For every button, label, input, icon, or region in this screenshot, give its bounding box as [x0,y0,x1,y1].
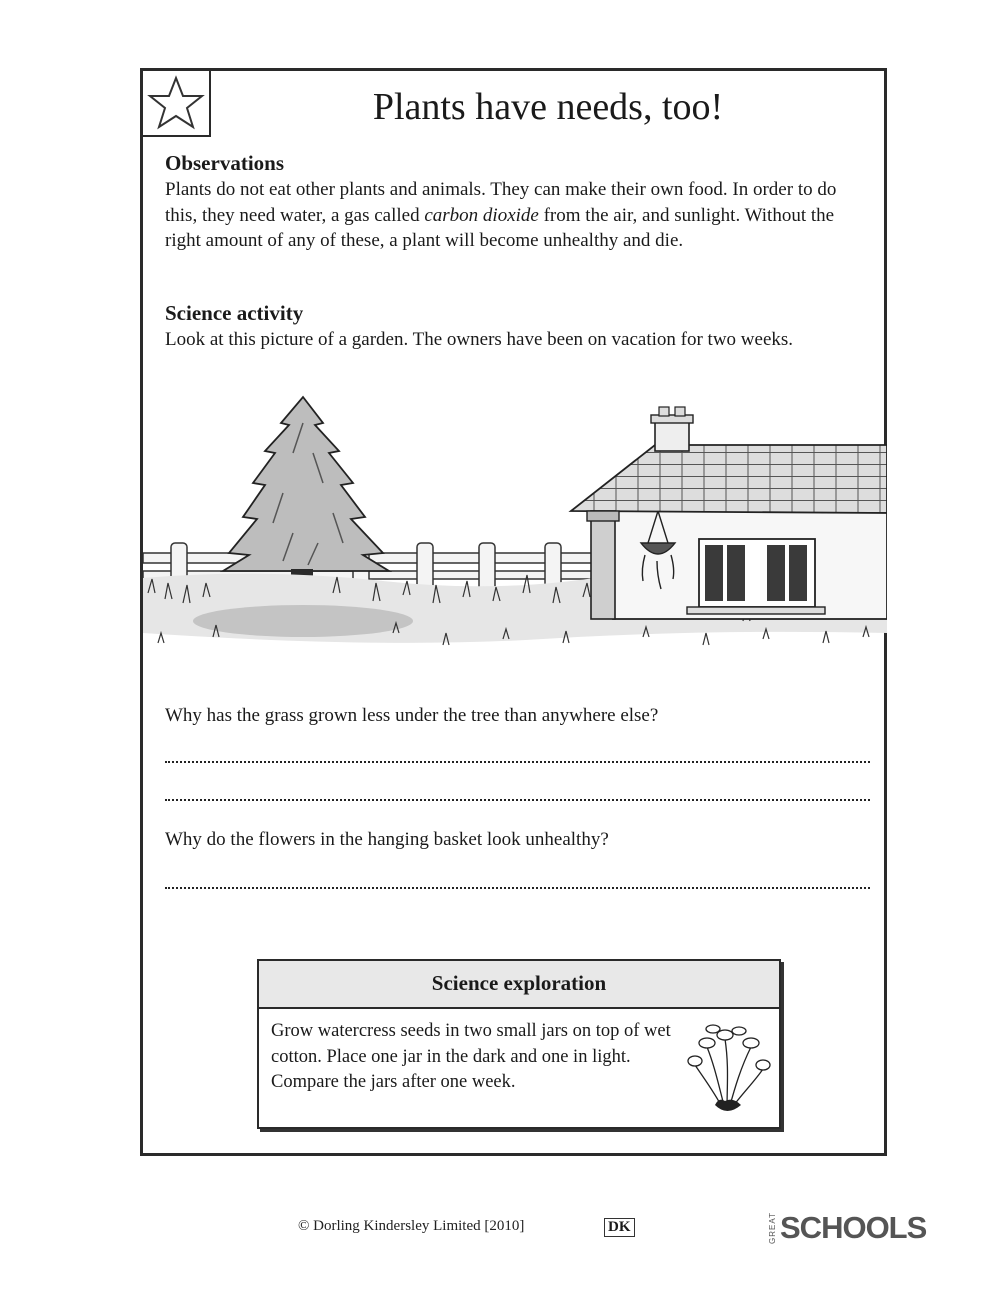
worksheet-frame [140,68,887,1156]
observations-heading: Observations [165,151,285,175]
page-title: Plants have needs, too! [372,86,724,128]
exploration-heading: Science exploration [259,961,779,1009]
greatschools-schools-text: SCHOOLS [780,1210,927,1245]
copyright-text: © Dorling Kindersley Limited [2010] [298,1218,525,1234]
exploration-text: Grow watercress seeds in two small jars on top of wet cotton. Place one jar in the dark and one in light. Compare the jars after one week. [271,1021,671,1092]
dk-logo: DK [604,1218,635,1237]
greatschools-great-text: GREAT [768,1212,777,1244]
answer-line-1a[interactable] [165,761,870,763]
observations-text: Plants do not eat other plants and animals. They can make their own food. In order to do this, they need water, a gas called carbon dioxide from the air, and sunlight. Without the right amount of any of these, a plant will become unhealthy and die. [165,179,837,251]
question-1: Why has the grass grown less under the tree than anywhere else? [165,705,659,726]
star-box [143,71,211,137]
answer-line-2[interactable] [165,887,870,889]
watercress-icon [685,1017,771,1117]
science-exploration-box [257,959,781,1129]
answer-line-1b[interactable] [165,799,870,801]
star-icon [147,75,205,131]
activity-heading: Science activity [165,301,304,325]
question-2: Why do the flowers in the hanging basket look unhealthy? [165,829,609,850]
garden-illustration [143,393,887,661]
activity-text: Look at this picture of a garden. The owners have been on vacation for two weeks. [165,329,794,350]
carbon-dioxide-term: carbon dioxide [424,204,539,226]
